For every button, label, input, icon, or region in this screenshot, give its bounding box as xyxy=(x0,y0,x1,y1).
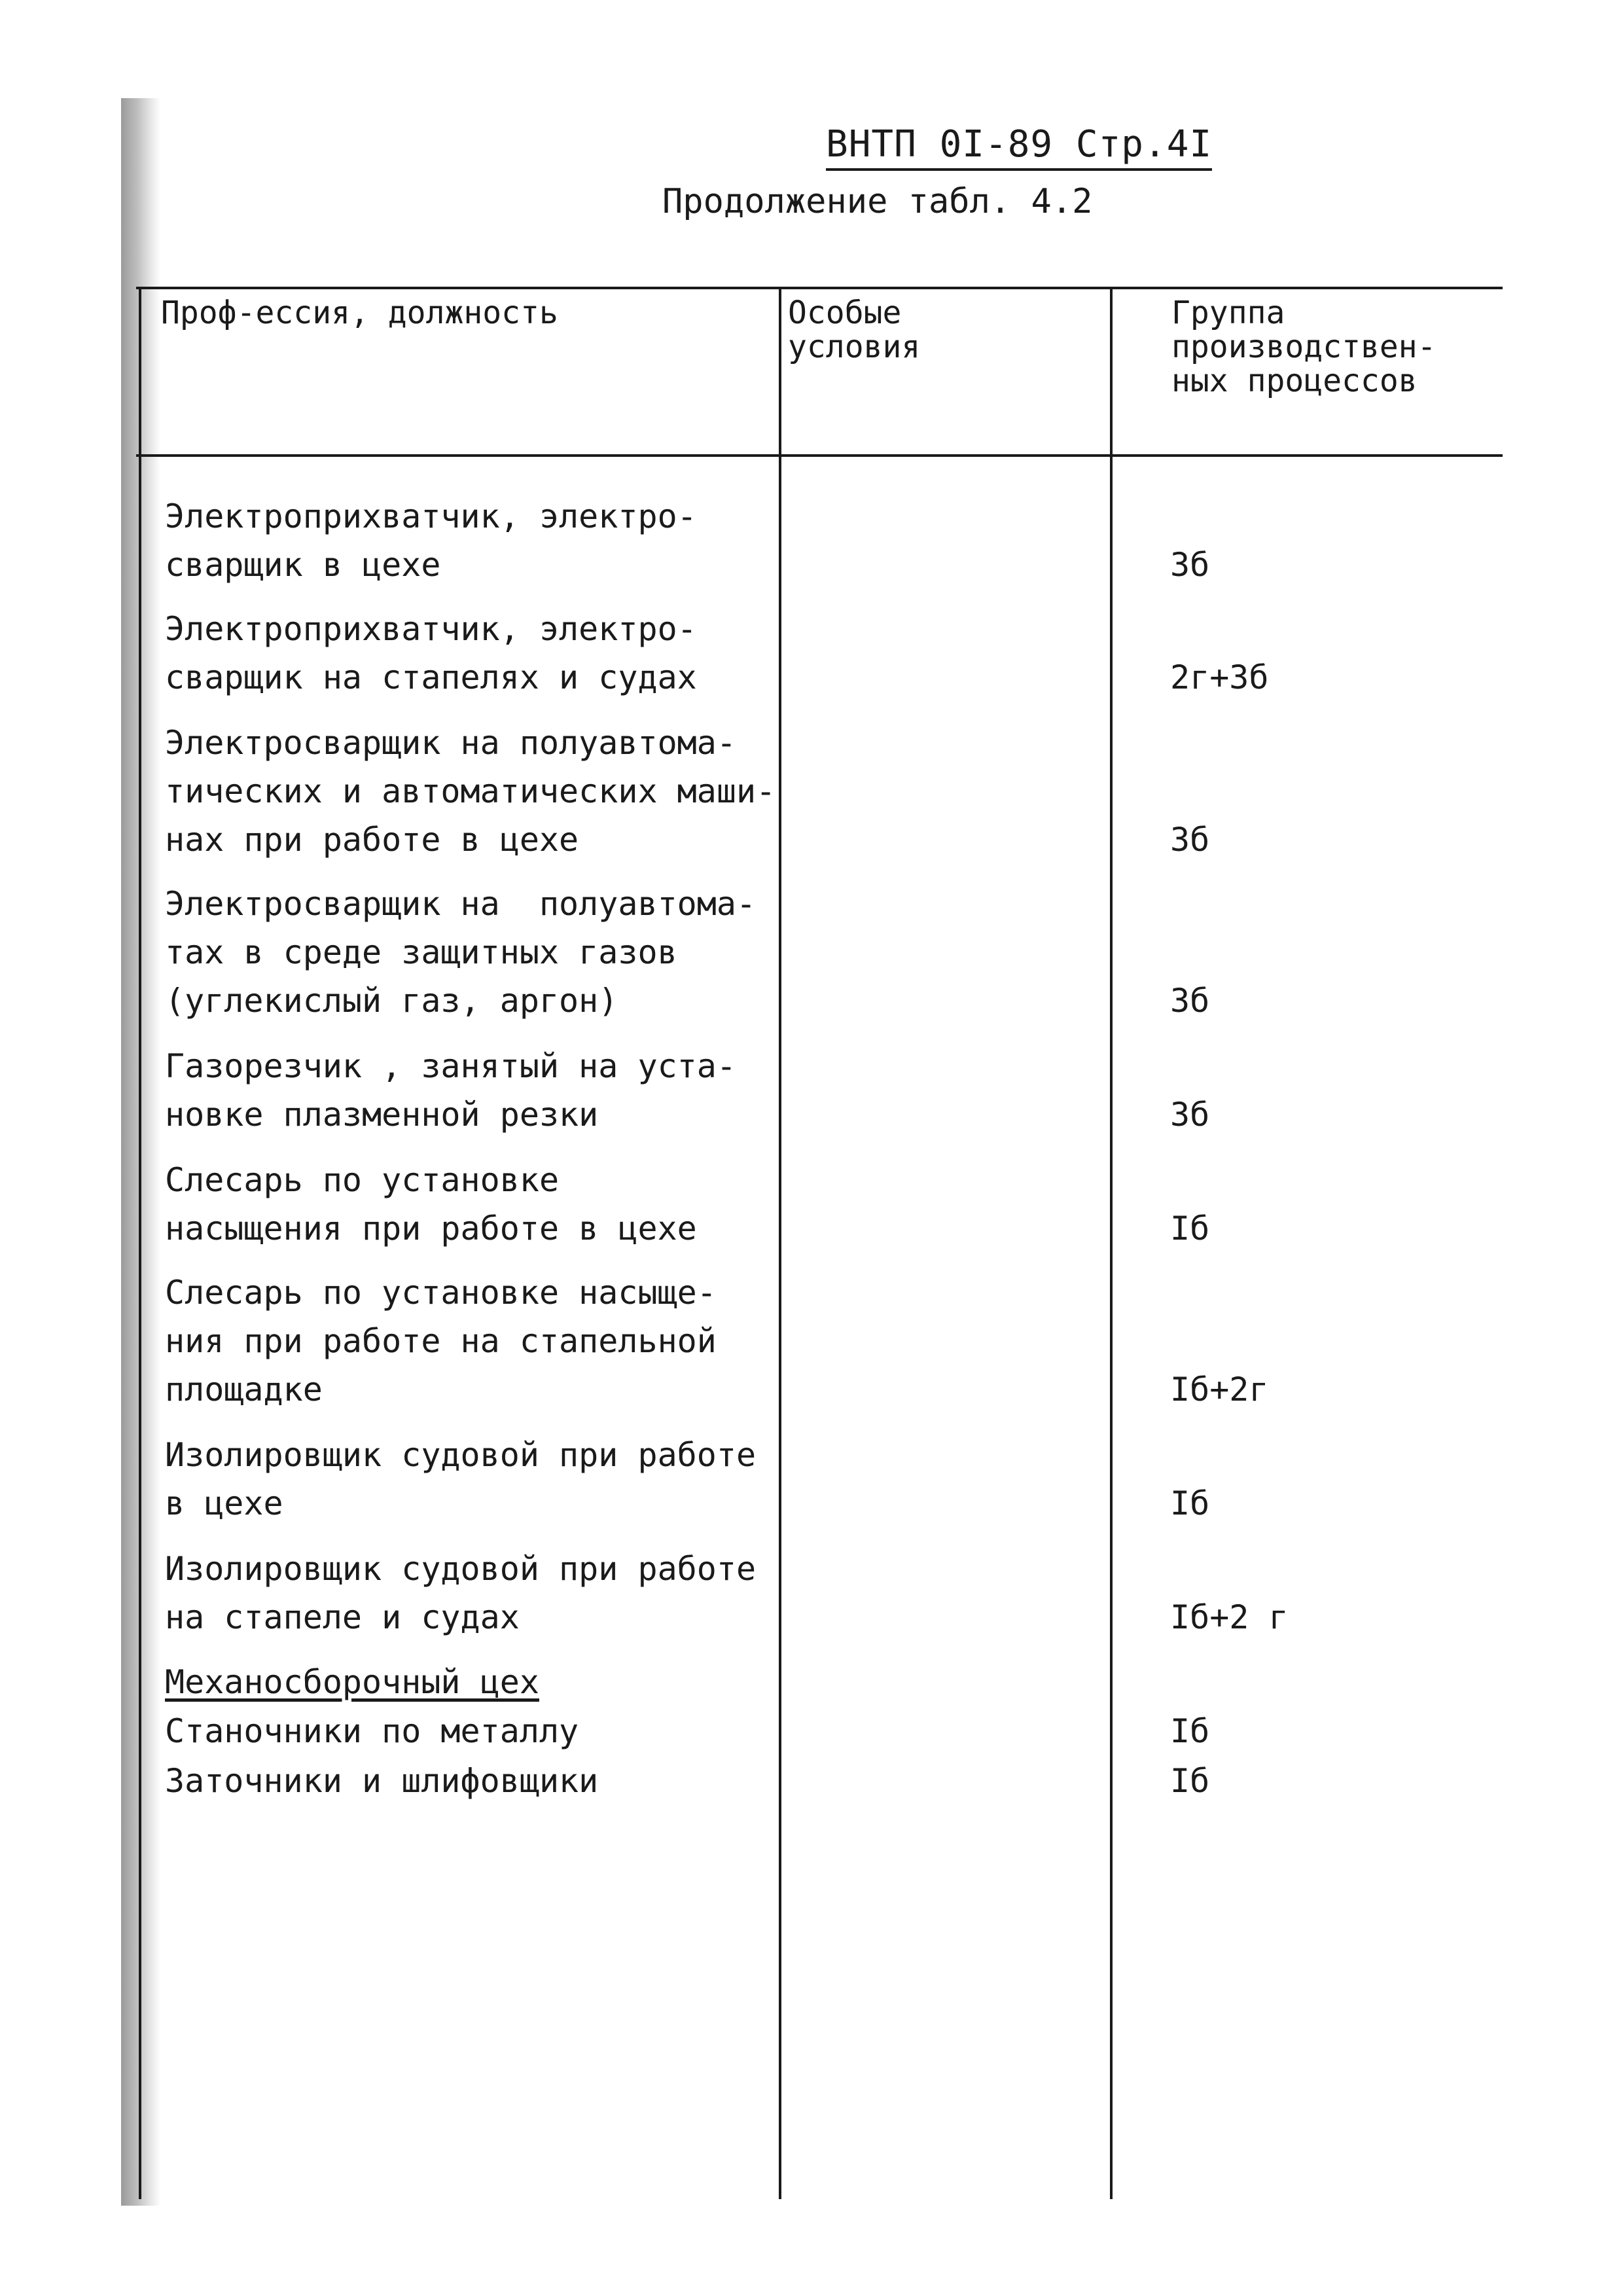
table-row-profession: Заточники и шлифовщики xyxy=(165,1762,599,1800)
table-continuation-title: Продолжение табл. 4.2 xyxy=(662,182,1093,221)
table-left-border xyxy=(139,288,141,2199)
table-row-profession: Станочники по металлу xyxy=(165,1712,579,1750)
document-code: ВНТП 0I-89 Стр.4I xyxy=(826,123,1212,171)
table-row-group: 2г+3б xyxy=(1170,658,1269,696)
table-header-bottom-border xyxy=(136,454,1503,457)
table-row-profession: Электроприхватчик, электро- сварщик на стапелях и судах xyxy=(165,610,697,696)
table-row-group: 3б xyxy=(1170,821,1210,859)
column-header-conditions: Особые условия xyxy=(788,295,921,365)
table-row-group: Iб+2 г xyxy=(1170,1598,1289,1636)
column-divider-1 xyxy=(779,288,781,2199)
table-row-group: Iб+2г xyxy=(1170,1371,1269,1408)
table-top-border xyxy=(136,287,1503,289)
table-row-group: Iб xyxy=(1170,1210,1210,1247)
column-header-group: Группа производствен- ных процессов xyxy=(1171,295,1436,399)
table-row-profession: Изолировщик судовой при работе в цехе xyxy=(165,1436,757,1522)
table-row-group: Iб xyxy=(1170,1712,1210,1750)
table-row-group: Iб xyxy=(1170,1762,1210,1800)
table-row-group: 3б xyxy=(1170,1096,1210,1134)
table-row-profession: Электросварщик на полуавтома- тических и автоматических маши- нах при работе в цехе xyxy=(165,724,776,859)
table-row-group: Iб xyxy=(1170,1484,1210,1522)
table-row-profession: Газорезчик , занятый на уста- новке плазменной резки xyxy=(165,1047,736,1134)
column-header-profession: Проф-ессия, должность xyxy=(161,295,558,331)
table-row-profession: Слесарь по установке насыщения при работе в цехе xyxy=(165,1161,697,1247)
column-divider-2 xyxy=(1110,288,1113,2199)
table-row-group: 3б xyxy=(1170,982,1210,1020)
table-row-profession: Слесарь по установке насыще- ния при работе на стапельной площадке xyxy=(165,1274,717,1408)
table-row-group: 3б xyxy=(1170,546,1210,584)
table-row-profession: Электросварщик на полуавтома- тах в среде защитных газов (углекислый газ, аргон) xyxy=(165,885,757,1020)
table-row-profession: Изолировщик судовой при работе на стапеле и судах xyxy=(165,1550,757,1636)
section-heading: Механосборочный цех xyxy=(165,1663,539,1701)
table-row-profession: Электроприхватчик, электро- сварщик в цехе xyxy=(165,497,697,584)
